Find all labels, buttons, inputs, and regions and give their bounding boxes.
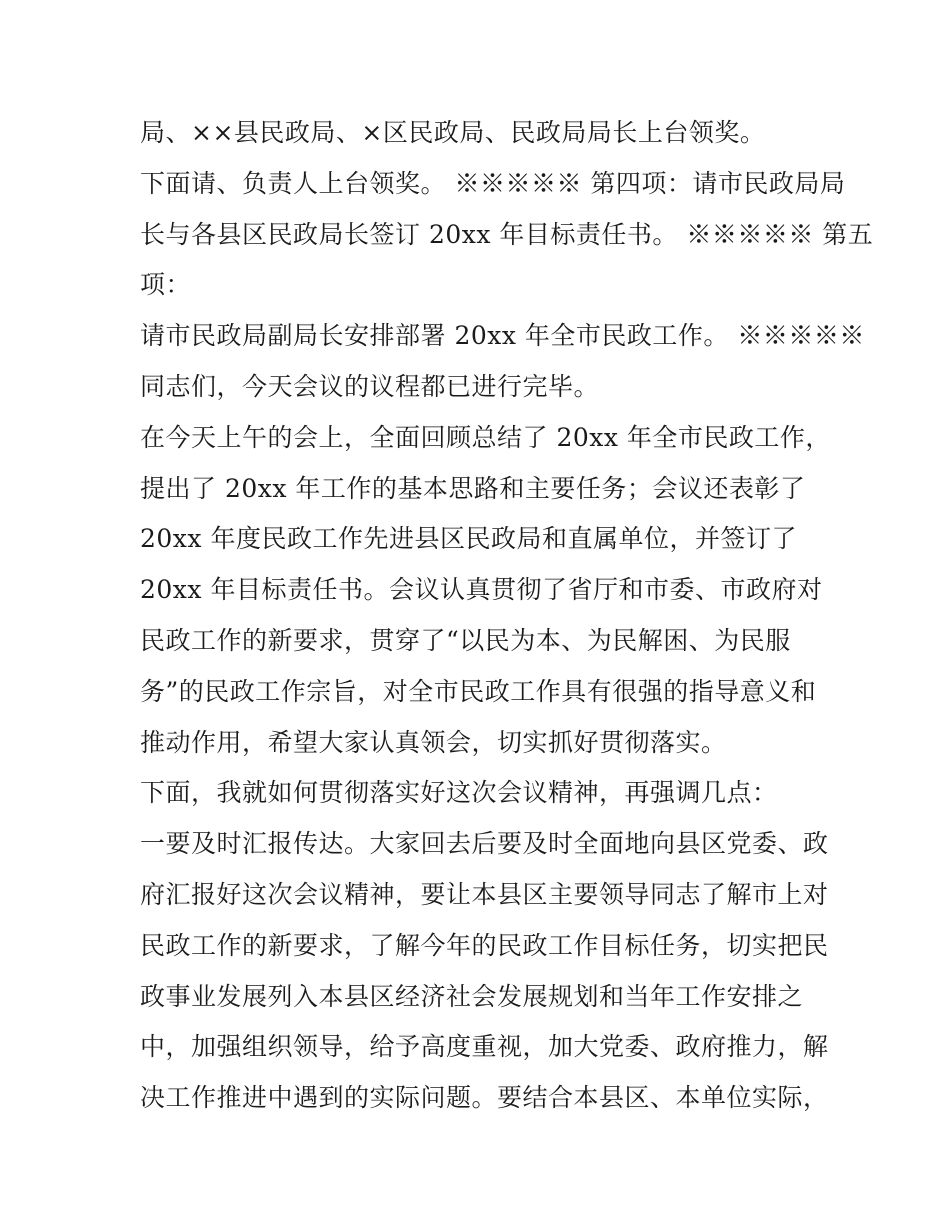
text-line: 民政工作的新要求，了解今年的民政工作目标任务，切实把民 <box>140 930 829 960</box>
text-line: 下面请、负责人上台领奖。 ※※※※※ 第四项：请市民政局局 <box>140 168 846 198</box>
text-line: 下面，我就如何贯彻落实好这次会议精神，再强调几点： <box>140 778 778 808</box>
text-line: 同志们，今天会议的议程都已进行完毕。 <box>140 371 600 401</box>
text-line: 请市民政局副局长安排部署 20xx 年全市民政工作。 ※※※※※ <box>140 321 865 351</box>
text-line: 长与各县区民政局长签订 20xx 年目标责任书。 ※※※※※ 第五 <box>140 219 874 249</box>
text-line: 提出了 20xx 年工作的基本思路和主要任务；会议还表彰了 <box>140 473 806 503</box>
text-line: 在今天上午的会上，全面回顾总结了 20xx 年全市民政工作， <box>140 422 831 452</box>
text-line: 政事业发展列入本县区经济社会发展规划和当年工作安排之 <box>140 981 804 1011</box>
text-line: 府汇报好这次会议精神，要让本县区主要领导同志了解市上对 <box>140 879 829 909</box>
text-line: 务”的民政工作宗旨，对全市民政工作具有很强的指导意义和 <box>140 676 817 706</box>
document-body <box>140 108 874 1124</box>
text-line: 决工作推进中遇到的实际问题。要结合本县区、本单位实际， <box>140 1083 829 1113</box>
text-line: 推动作用，希望大家认真领会，切实抓好贯彻落实。 <box>140 727 727 757</box>
text-line: 项： <box>140 270 192 300</box>
text-line: 局、××县民政局、×区民政局、民政局局长上台领奖。 <box>140 118 766 147</box>
text-line: 20xx 年目标责任书。会议认真贯彻了省厅和市委、市政府对 <box>140 575 823 605</box>
text-line: 民政工作的新要求，贯穿了“以民为本、为民解困、为民服 <box>140 625 791 655</box>
text-line: 中，加强组织领导，给予高度重视，加大党委、政府推力，解 <box>140 1032 829 1062</box>
text-line: 一要及时汇报传达。大家回去后要及时全面地向县区党委、政 <box>140 829 829 859</box>
text-line: 20xx 年度民政工作先进县区民政局和直属单位，并签订了 <box>140 524 797 554</box>
